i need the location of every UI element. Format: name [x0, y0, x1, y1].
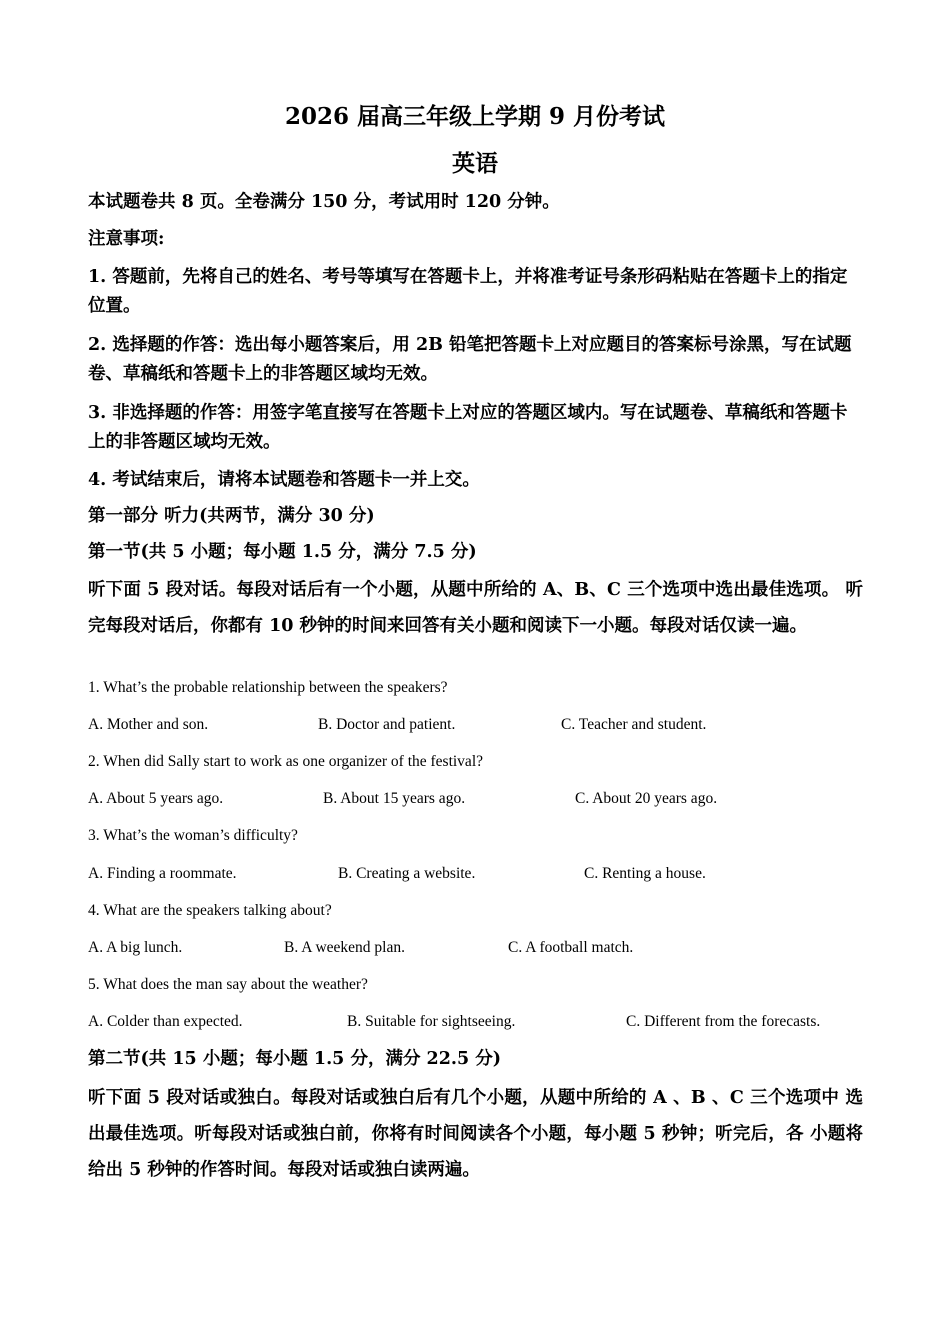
question-stem: 3. What’s the woman’s difficulty?	[88, 827, 298, 844]
answer-option: A. Colder than expected.	[88, 1013, 243, 1030]
section1-heading: 第一节(共 5 小题；每小题 1.5 分，满分 7.5 分)	[88, 542, 477, 562]
exam-summary: 本试题卷共 8 页。全卷满分 150 分，考试用时 120 分钟。	[88, 192, 560, 212]
notice-item: 4. 考试结束后，请将本试题卷和答题卡一并上交。	[88, 470, 480, 490]
answer-option: B. Creating a website.	[338, 865, 476, 882]
question-stem: 2. When did Sally start to work as one organizer of the festival?	[88, 753, 484, 770]
exam-title: 2026 届高三年级上学期 9 月份考试	[284, 103, 666, 130]
answer-option: A. Mother and son.	[88, 716, 209, 733]
section1-instructions: 听下面 5 段对话。每段对话后有一个小题，从题中所给的 A、B、C 三个选项中选出最佳选项。 听完每段对话后，你都有 10 秒钟的时间来回答有关小题和阅读下一小题。每段对话仅读一遍。	[88, 580, 863, 636]
answer-option: B. Suitable for sightseeing.	[347, 1013, 516, 1030]
answer-option: B. Doctor and patient.	[318, 716, 456, 733]
question-stem: 4. What are the speakers talking about?	[88, 902, 332, 919]
question-stem: 5. What does the man say about the weather?	[88, 976, 368, 993]
subject-title: 英语	[452, 150, 498, 177]
part1-heading: 第一部分 听力(共两节，满分 30 分)	[88, 506, 375, 526]
answer-option: C. A football match.	[508, 939, 634, 956]
section2-heading: 第二节(共 15 小题；每小题 1.5 分，满分 22.5 分)	[88, 1049, 502, 1069]
answer-option: B. A weekend plan.	[284, 939, 405, 956]
notice-item: 3. 非选择题的作答：用签字笔直接写在答题卡上对应的答题区域内。写在试题卷、草稿纸和答题卡上的非答题区域均无效。	[88, 403, 848, 452]
answer-option: C. Different from the forecasts.	[626, 1013, 821, 1030]
answer-option: A. About 5 years ago.	[88, 790, 224, 807]
answer-option: C. About 20 years ago.	[575, 790, 718, 807]
section2-instructions: 听下面 5 段对话或独白。每段对话或独白后有几个小题，从题中所给的 A 、B 、C 三个选项中 选出最佳选项。听每段对话或独白前，你将有时间阅读各个小题，每小题 5 秒钟；听完后，各 小题将给出 5 秒钟的作答时间。每段对话或独白读两遍。	[88, 1088, 863, 1180]
answer-option: C. Teacher and student.	[561, 716, 707, 733]
answer-option: A. Finding a roommate.	[88, 865, 237, 882]
notice-item: 2. 选择题的作答：选出每小题答案后，用 2B 铅笔把答题卡上对应题目的答案标号涂黑，写在试题卷、草稿纸和答题卡上的非答题区域均无效。	[88, 335, 852, 384]
question-stem: 1. What’s the probable relationship between the speakers?	[88, 679, 448, 696]
answer-option: C. Renting a house.	[584, 865, 706, 882]
notice-heading: 注意事项:	[88, 229, 165, 249]
answer-option: B. About 15 years ago.	[323, 790, 466, 807]
answer-option: A. A big lunch.	[88, 939, 183, 956]
notice-item: 1. 答题前，先将自己的姓名、考号等填写在答题卡上，并将准考证号条形码粘贴在答题卡上的指定位置。	[88, 267, 848, 316]
